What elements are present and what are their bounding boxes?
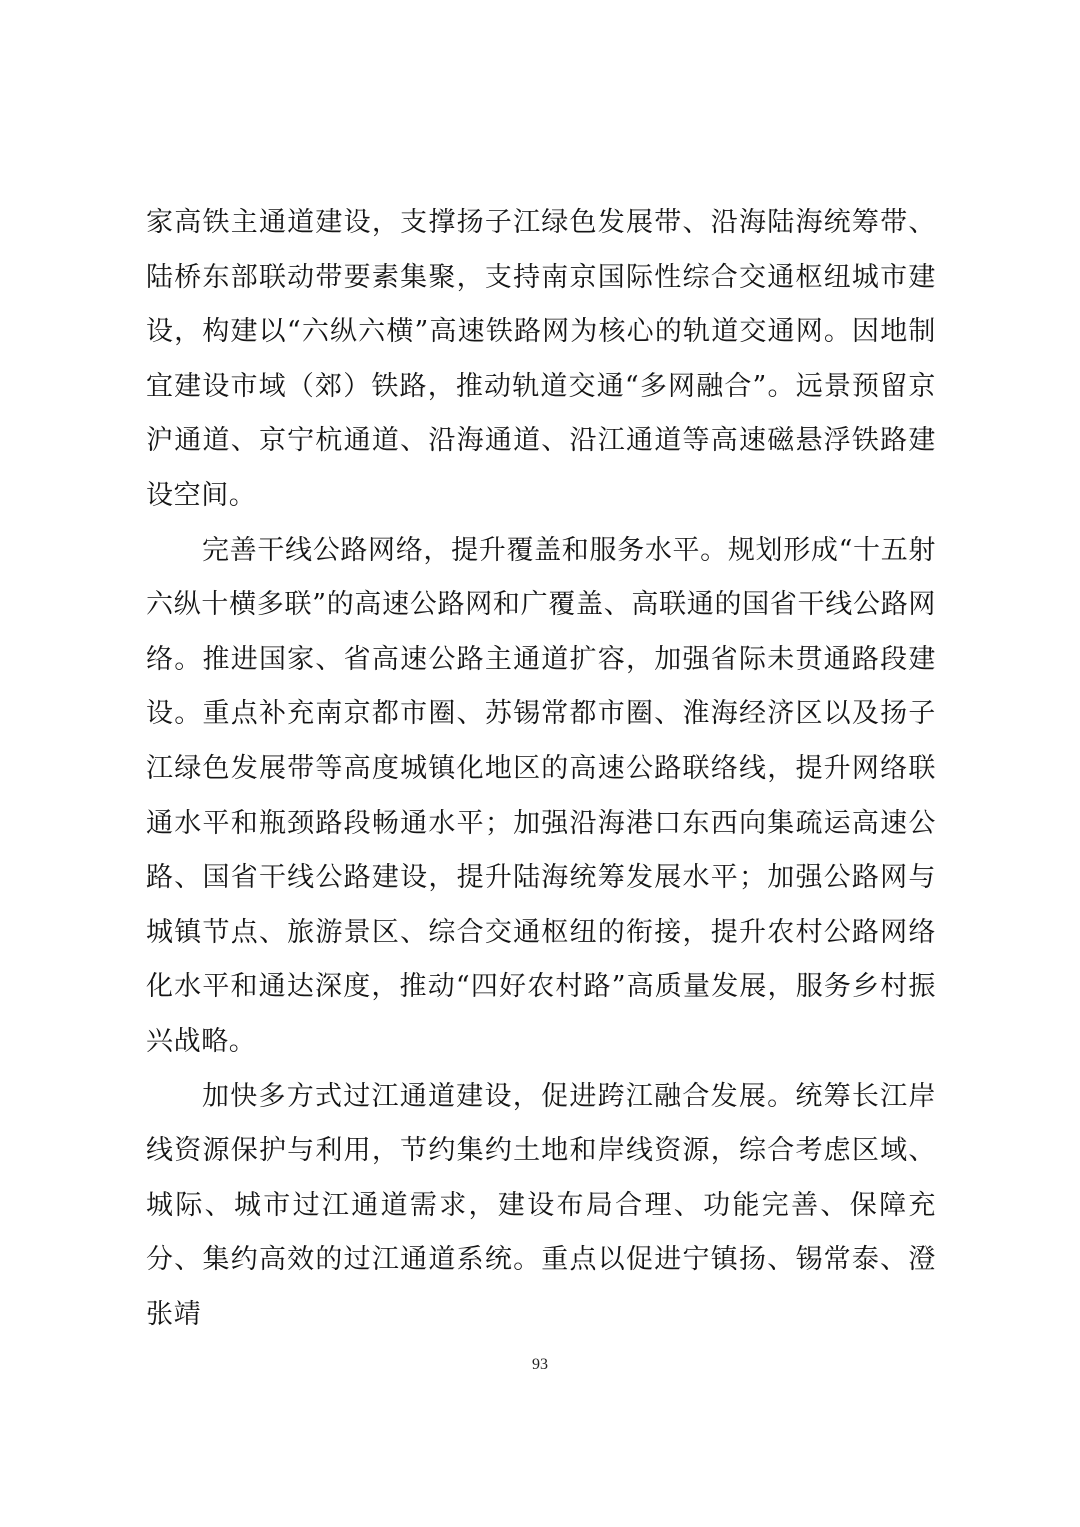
- paragraph-3-text: 统筹长江岸线资源保护与利用，节约集约土地和岸线资源，综合考虑区域、城际、城市过江通道需求，建设布局合理、功能完善、保障充分、集约高效的过江通道系统。重点以促进宁镇扬、锡常泰、澄张靖: [146, 1080, 936, 1330]
- paragraph-2-lead: 完善干线公路网络，提升覆盖和服务水平。: [202, 534, 728, 566]
- paragraph-1: [146, 196, 936, 524]
- paragraph-1-text: 家高铁主通道建设，支撑扬子江绿色发展带、沿海陆海统筹带、陆桥东部联动带要素集聚，支持南京国际性综合交通枢纽城市建设，构建以“六纵六横”高速铁路网为核心的轨道交通网。因地制宜建设市域（郊）铁路，推动轨道交通“多网融合”。远景预留京沪通道、京宁杭通道、沿海通道、沿江通道等高速磁悬浮铁路建设空间。: [146, 207, 936, 511]
- body-text: [146, 196, 936, 1342]
- paragraph-2-text: 规划形成“十五射六纵十横多联”的高速公路网和广覆盖、高联通的国省干线公路网络。推进国家、省高速公路主通道扩容，加强省际未贯通路段建设。重点补充南京都市圈、苏锡常都市圈、淮海经济区以及扬子江绿色发展带等高度城镇化地区的高速公路联络线，提升网络联通水平和瓶颈路段畅通水平；加强沿海港口东西向集疏运高速公路、国省干线公路建设，提升陆海统筹发展水平；加强公路网与城镇节点、旅游景区、综合交通枢纽的衔接，提升农村公路网络化水平和通达深度，推动“四好农村路”高质量发展，服务乡村振兴战略。: [146, 534, 936, 1057]
- paragraph-3-lead: 加快多方式过江通道建设，促进跨江融合发展。: [202, 1080, 796, 1112]
- paragraph-3: [146, 1070, 936, 1343]
- paragraph-2: [146, 524, 936, 1070]
- page-number: 93: [532, 1356, 548, 1373]
